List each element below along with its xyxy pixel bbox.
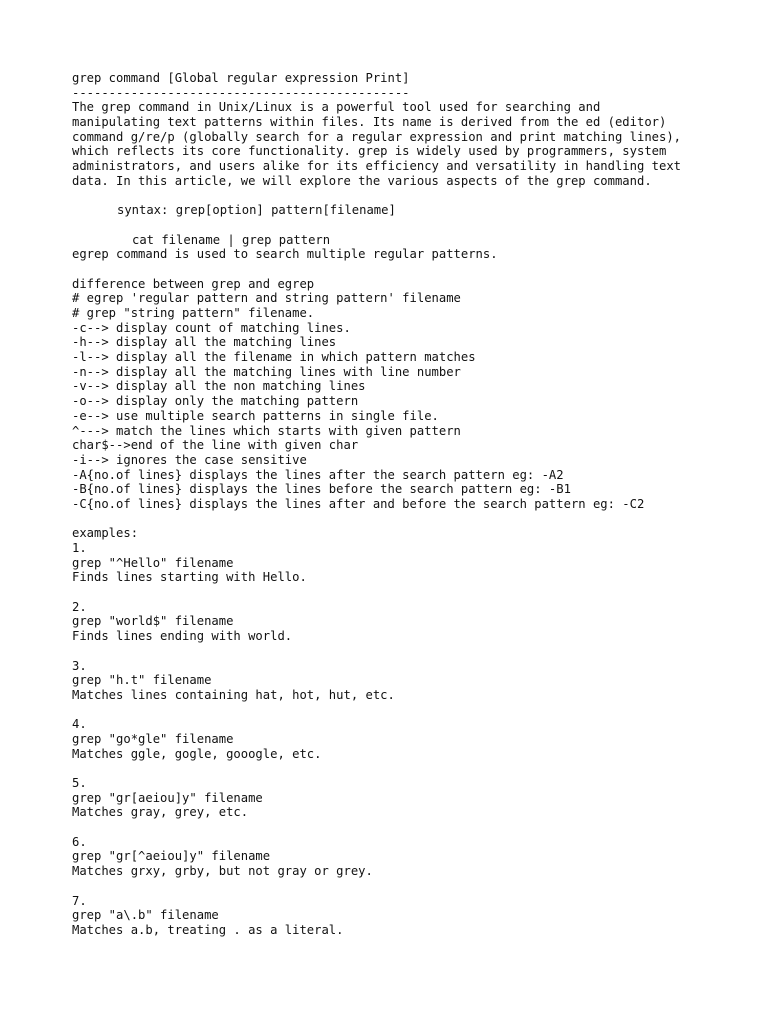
example-item	[72, 776, 752, 820]
example-item	[72, 894, 752, 938]
example-command: grep "gr[aeiou]y" filename	[72, 790, 263, 805]
options-list	[72, 321, 752, 512]
spacer	[72, 512, 752, 527]
example-item	[72, 600, 752, 644]
intro-line: The grep command in Unix/Linux is a powerful tool used for searching and	[72, 100, 601, 115]
intro-line: command g/re/p (globally search for a regular expression and print matching lines),	[72, 129, 682, 144]
intro-line: manipulating text patterns within files. Its name is derived from the ed (editor)	[72, 115, 667, 130]
example-command: grep "gr[^aeiou]y" filename	[72, 849, 271, 864]
spacer	[72, 761, 752, 776]
option-item: -i--> ignores the case sensitive	[72, 452, 307, 467]
example-command: grep "world$" filename	[72, 614, 234, 629]
grep-example: # grep "string pattern" filename.	[72, 306, 315, 320]
egrep-note: egrep command is used to search multiple regular patterns.	[72, 247, 498, 262]
example-command: grep "^Hello" filename	[72, 555, 234, 570]
spacer	[72, 879, 752, 894]
option-item: -v--> display all the non matching lines	[72, 379, 366, 394]
document-title: grep command [Global regular expression Print]	[72, 71, 410, 85]
cat-example-line: cat filename | grep pattern	[132, 232, 331, 247]
syntax-line: syntax: grep[option] pattern[filename]	[117, 203, 396, 218]
option-item: -h--> display all the matching lines	[72, 335, 337, 350]
spacer	[72, 820, 752, 835]
example-number: 1.	[72, 541, 87, 555]
example-number: 3.	[72, 658, 87, 673]
option-item: char$-->end of the line with given char	[72, 438, 359, 453]
example-item	[72, 835, 752, 879]
example-number: 6.	[72, 834, 87, 849]
option-item: -B{no.of lines} displays the lines before the search pattern eg: -B1	[72, 482, 571, 497]
option-item: -A{no.of lines} displays the lines after the search pattern eg: -A2	[72, 467, 564, 482]
spacer	[72, 218, 752, 233]
spacer	[72, 644, 752, 659]
example-description: Matches grxy, grby, but not gray or grey.	[72, 864, 373, 879]
example-item	[72, 717, 752, 761]
intro-line: which reflects its core functionality. grep is widely used by programmers, system	[72, 144, 667, 159]
option-item: -c--> display count of matching lines.	[72, 320, 351, 335]
example-command: grep "a\.b" filename	[72, 908, 219, 923]
example-description: Matches a.b, treating . as a literal.	[72, 922, 344, 937]
option-item: ^---> match the lines which starts with given pattern	[72, 423, 461, 438]
option-item: -l--> display all the filename in which pattern matches	[72, 350, 476, 365]
difference-heading: difference between grep and egrep	[72, 276, 315, 291]
option-item: -C{no.of lines} displays the lines after and before the search pattern eg: -C2	[72, 496, 645, 511]
spacer	[72, 262, 752, 277]
example-description: Finds lines ending with world.	[72, 629, 293, 644]
option-item: -e--> use multiple search patterns in single file.	[72, 408, 439, 423]
example-command: grep "go*gle" filename	[72, 731, 234, 746]
option-item: -n--> display all the matching lines with line number	[72, 364, 461, 379]
option-item: -o--> display only the matching pattern	[72, 394, 359, 409]
intro-paragraph	[72, 100, 752, 188]
example-item	[72, 541, 752, 585]
example-description: Matches lines containing hat, hot, hut, etc.	[72, 687, 395, 702]
example-number: 5.	[72, 776, 87, 790]
intro-line: data. In this article, we will explore the various aspects of the grep command.	[72, 173, 652, 188]
example-command: grep "h.t" filename	[72, 673, 212, 688]
spacer	[72, 703, 752, 718]
spacer	[72, 189, 752, 204]
example-number: 2.	[72, 599, 87, 614]
spacer	[72, 585, 752, 600]
egrep-example: # egrep 'regular pattern and string pattern' filename	[72, 291, 461, 306]
document-page	[72, 71, 752, 938]
intro-line: administrators, and users alike for its efficiency and versatility in handling text	[72, 159, 682, 174]
example-description: Matches ggle, gogle, gooogle, etc.	[72, 746, 322, 761]
example-number: 4.	[72, 717, 87, 732]
example-number: 7.	[72, 893, 87, 908]
example-description: Finds lines starting with Hello.	[72, 570, 307, 585]
example-description: Matches gray, grey, etc.	[72, 805, 249, 820]
title-rule: ----------------------------------------------	[72, 85, 410, 100]
examples-heading: examples:	[72, 526, 139, 541]
example-item	[72, 659, 752, 703]
